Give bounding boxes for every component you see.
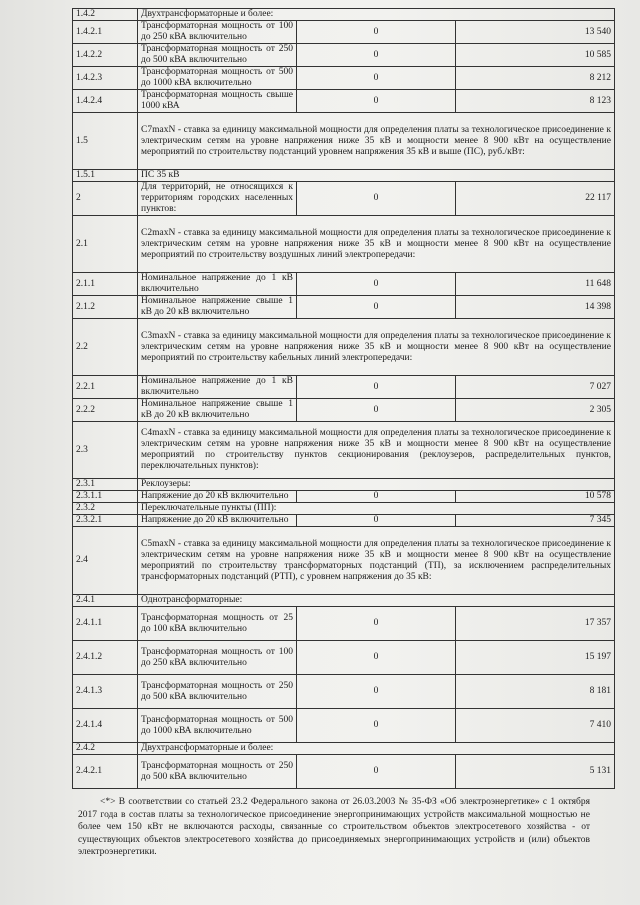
row-zero-value: 0: [297, 21, 456, 44]
row-zero-value: 0: [297, 273, 456, 296]
table-row: [73, 503, 615, 515]
row-description: Номинальное напряжение свыше 1 кВ до 20 кВ включительно: [138, 399, 297, 422]
row-code: 1.4.2.3: [73, 67, 138, 90]
row-rate-value: 11 648: [456, 273, 615, 296]
row-zero-value: 0: [297, 376, 456, 399]
row-rate-value: 8 212: [456, 67, 615, 90]
table-row: [73, 44, 615, 67]
table-row: [73, 273, 615, 296]
table-row: [73, 216, 615, 273]
tariff-table: [72, 8, 615, 789]
table-row: [73, 296, 615, 319]
table-row: [73, 170, 615, 182]
row-zero-value: 0: [297, 709, 456, 743]
row-code: 2.1: [73, 216, 138, 273]
table-row: [73, 376, 615, 399]
row-zero-value: 0: [297, 675, 456, 709]
row-code: 2.4.1.3: [73, 675, 138, 709]
row-description: Переключательные пункты (ПП):: [138, 503, 615, 515]
row-description: Трансформаторная мощность от 100 до 250 кВА включительно: [138, 21, 297, 44]
row-description: Трансформаторная мощность от 500 до 1000 кВА включительно: [138, 709, 297, 743]
row-code: 2.4.1.1: [73, 607, 138, 641]
row-description: Номинальное напряжение до 1 кВ включительно: [138, 376, 297, 399]
table-row: [73, 527, 615, 595]
table-row: [73, 709, 615, 743]
row-zero-value: 0: [297, 296, 456, 319]
row-description: С4maxN - ставка за единицу максимальной мощности для определения платы за технологическое присоединение к электрическим сетям на уровне напряжения ниже 35 кВ и мощности менее 8 900 кВт на осуществление мероприятий по строительству пунктов секционирования (реклоузеров, распределительных пунктов, переключательных пунктов):: [138, 422, 615, 479]
row-description: Номинальное напряжение до 1 кВ включительно: [138, 273, 297, 296]
row-zero-value: 0: [297, 44, 456, 67]
row-zero-value: 0: [297, 90, 456, 113]
row-description: С2maxN - ставка за единицу максимальной мощности для определения платы за технологическое присоединение к электрическим сетям на уровне напряжения ниже 35 кВ и мощности менее 8 900 кВт на осуществление мероприятий по строительству воздушных линий электропередачи:: [138, 216, 615, 273]
table-row: [73, 182, 615, 216]
table-row: [73, 9, 615, 21]
table-row: [73, 399, 615, 422]
footnote: <*> В соответствии со статьей 23.2 Федерального закона от 26.03.2003 № 35-ФЗ «Об электроэнергетике» с 1 октября 2017 года в состав платы за технологическое присоединение энергопринимающих устройств максимальной мощностью не более чем 150 кВт не включаются расходы, связанные со строительством объектов электросетевого хозяйства - от существующих объектов электросетевого хозяйства до присоединяемых энергопринимающих устройств и (или) объектов электроэнергетики.: [78, 797, 590, 858]
row-description: Номинальное напряжение свыше 1 кВ до 20 кВ включительно: [138, 296, 297, 319]
row-code: 1.5.1: [73, 170, 138, 182]
row-description: Трансформаторная мощность от 500 до 1000 кВА включительно: [138, 67, 297, 90]
row-description: Трансформаторная мощность от 25 до 100 кВА включительно: [138, 607, 297, 641]
row-description: С7maxN - ставка за единицу максимальной мощности для определения платы за технологическое присоединение к электрическим сетям на уровне напряжения ниже 35 кВ и мощности менее 8 900 кВт на осуществление мероприятий по строительству подстанций уровнем напряжения 35 кВ и выше (ПС), руб./кВт:: [138, 113, 615, 170]
row-rate-value: 5 131: [456, 755, 615, 789]
table-row: [73, 319, 615, 376]
row-rate-value: 7 410: [456, 709, 615, 743]
table-row: [73, 422, 615, 479]
row-zero-value: 0: [297, 515, 456, 527]
row-zero-value: 0: [297, 399, 456, 422]
row-description: Однотрансформаторные:: [138, 595, 615, 607]
row-code: 1.4.2: [73, 9, 138, 21]
table-row: [73, 641, 615, 675]
row-zero-value: 0: [297, 67, 456, 90]
table-row: [73, 755, 615, 789]
row-code: 1.4.2.2: [73, 44, 138, 67]
tariff-table-body: [73, 9, 615, 789]
row-description: Трансформаторная мощность от 250 до 500 кВА включительно: [138, 44, 297, 67]
row-code: 1.4.2.1: [73, 21, 138, 44]
row-code: 2.4: [73, 527, 138, 595]
row-rate-value: 8 181: [456, 675, 615, 709]
table-row: [73, 21, 615, 44]
row-rate-value: 17 357: [456, 607, 615, 641]
row-rate-value: 7 345: [456, 515, 615, 527]
row-code: 2: [73, 182, 138, 216]
row-description: Для территорий, не относящихся к территориям городских населенных пунктов:: [138, 182, 297, 216]
row-code: 2.3.1.1: [73, 491, 138, 503]
row-code: 2.3.2.1: [73, 515, 138, 527]
row-code: 2.1.1: [73, 273, 138, 296]
row-description: Трансформаторная мощность от 250 до 500 кВА включительно: [138, 675, 297, 709]
row-zero-value: 0: [297, 607, 456, 641]
row-zero-value: 0: [297, 491, 456, 503]
row-zero-value: 0: [297, 755, 456, 789]
row-code: 2.4.1: [73, 595, 138, 607]
table-row: [73, 675, 615, 709]
row-code: 2.2.2: [73, 399, 138, 422]
row-rate-value: 10 585: [456, 44, 615, 67]
row-rate-value: 8 123: [456, 90, 615, 113]
row-rate-value: 2 305: [456, 399, 615, 422]
row-zero-value: 0: [297, 641, 456, 675]
table-row: [73, 491, 615, 503]
row-code: 2.4.1.4: [73, 709, 138, 743]
table-row: [73, 595, 615, 607]
row-rate-value: 10 578: [456, 491, 615, 503]
row-description: Напряжение до 20 кВ включительно: [138, 491, 297, 503]
row-description: С5maxN - ставка за единицу максимальной мощности для определения платы за технологическое присоединение к электрическим сетям на уровне напряжения ниже 35 кВ и мощности менее 8 900 кВт на осуществление мероприятий по строительству трансформаторных подстанций (ТП), за исключением распределительных трансформаторных подстанций (РТП), с уровнем напряжения до 35 кВ:: [138, 527, 615, 595]
row-description: Трансформаторная мощность свыше 1000 кВА: [138, 90, 297, 113]
row-description: Реклоузеры:: [138, 479, 615, 491]
row-code: 2.3.2: [73, 503, 138, 515]
table-row: [73, 743, 615, 755]
row-rate-value: 13 540: [456, 21, 615, 44]
table-row: [73, 479, 615, 491]
row-description: Двухтрансформаторные и более:: [138, 9, 615, 21]
row-rate-value: 15 197: [456, 641, 615, 675]
row-rate-value: 14 398: [456, 296, 615, 319]
row-code: 2.4.1.2: [73, 641, 138, 675]
table-row: [73, 67, 615, 90]
row-code: 1.4.2.4: [73, 90, 138, 113]
row-description: Трансформаторная мощность от 100 до 250 кВА включительно: [138, 641, 297, 675]
row-description: С3maxN - ставка за единицу максимальной мощности для определения платы за технологическое присоединение к электрическим сетям на уровне напряжения ниже 35 кВ и мощности менее 8 900 кВт на осуществление мероприятий по строительству кабельных линий электропередачи:: [138, 319, 615, 376]
row-description: Двухтрансформаторные и более:: [138, 743, 615, 755]
table-row: [73, 515, 615, 527]
row-zero-value: 0: [297, 182, 456, 216]
row-rate-value: 22 117: [456, 182, 615, 216]
row-code: 1.5: [73, 113, 138, 170]
row-code: 2.3.1: [73, 479, 138, 491]
table-row: [73, 607, 615, 641]
row-code: 2.4.2: [73, 743, 138, 755]
row-code: 2.2: [73, 319, 138, 376]
row-description: Напряжение до 20 кВ включительно: [138, 515, 297, 527]
row-code: 2.1.2: [73, 296, 138, 319]
row-description: Трансформаторная мощность от 250 до 500 кВА включительно: [138, 755, 297, 789]
table-row: [73, 90, 615, 113]
row-code: 2.3: [73, 422, 138, 479]
row-rate-value: 7 027: [456, 376, 615, 399]
row-code: 2.2.1: [73, 376, 138, 399]
row-description: ПС 35 кВ: [138, 170, 615, 182]
table-row: [73, 113, 615, 170]
row-code: 2.4.2.1: [73, 755, 138, 789]
